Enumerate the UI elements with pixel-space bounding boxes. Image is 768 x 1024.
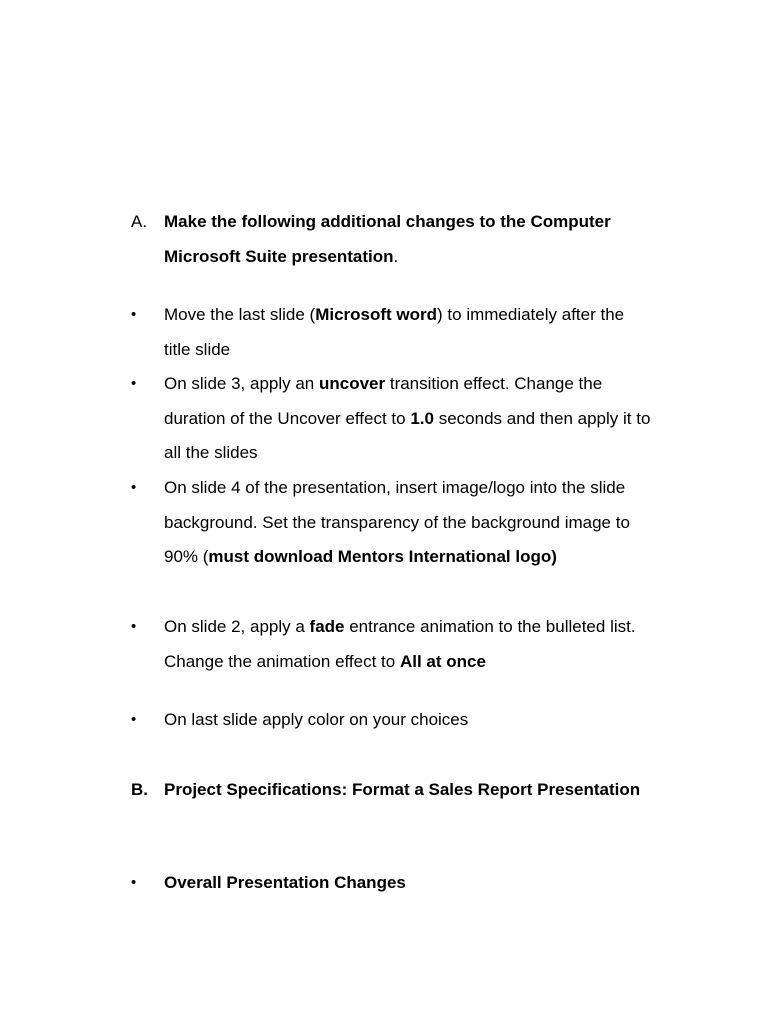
text-run: On slide 4 of the presentation, insert image/logo into the slide background. Set the transparency of the background image to 90% ( <box>164 478 630 567</box>
section-a-heading <box>131 205 651 274</box>
section-b-heading <box>131 773 651 808</box>
section-a-title: Make the following additional changes to the Computer Microsoft Suite presentation <box>164 212 611 266</box>
section-b-marker: B. <box>131 780 148 799</box>
list-item-text <box>164 610 651 679</box>
bullet-icon: • <box>131 375 137 392</box>
text-run: On slide 2, apply a <box>164 617 310 636</box>
bullet-icon: • <box>131 711 137 728</box>
list-item-text <box>164 298 651 367</box>
list-item-text <box>164 367 651 471</box>
bold-run: All at once <box>399 651 486 671</box>
bold-run: 1.0 <box>410 408 434 428</box>
bullet-icon: • <box>131 618 137 635</box>
text-run: ) to immediately after the title slide <box>164 305 625 359</box>
bullet-icon: • <box>131 306 137 323</box>
text-run: seconds and then apply it to all the slides <box>164 408 651 463</box>
list-item-text: On last slide apply color on your choices <box>164 710 469 729</box>
list-item-text <box>164 471 651 575</box>
list-item <box>131 866 651 901</box>
bold-run: must download Mentors International logo) <box>208 547 557 567</box>
text-run: transition effect. Change the duration of the Uncover effect to <box>164 374 603 428</box>
list-item <box>131 298 651 367</box>
bold-run: Microsoft word <box>315 305 438 324</box>
bold-run: fade <box>309 617 345 636</box>
bullet-icon: • <box>131 479 137 496</box>
text-run: Move the last slide ( <box>164 305 316 324</box>
list-item <box>131 703 651 738</box>
bold-run: uncover <box>318 374 386 393</box>
section-a-marker: A. <box>131 212 148 231</box>
section-a-period: . <box>393 246 399 266</box>
section-b-title: Project Specifications: Format a Sales Report Presentation <box>164 780 641 799</box>
text-run: On slide 3, apply an <box>164 374 319 393</box>
section-a-text <box>164 205 651 274</box>
overall-changes-title: Overall Presentation Changes <box>164 873 406 892</box>
list-item <box>131 610 651 679</box>
list-item <box>131 367 651 471</box>
bullet-icon: • <box>131 874 137 891</box>
list-item <box>131 471 651 575</box>
text-run: entrance animation to the bulleted list. Change the animation effect to <box>164 617 636 671</box>
